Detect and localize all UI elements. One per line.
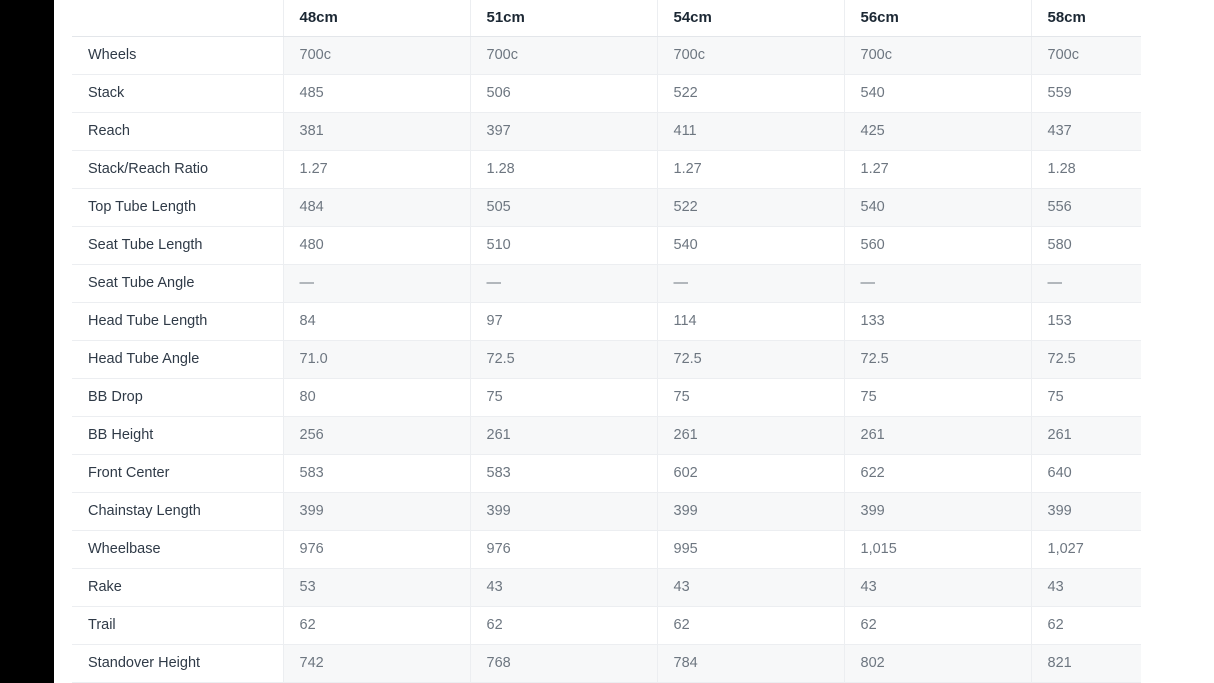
row-value-56cm: 72.5 [844,340,1031,378]
row-value-58cm: 153 [1031,302,1141,340]
row-value-58cm: 821 [1031,644,1141,682]
row-value-56cm: 261 [844,416,1031,454]
table-header-56cm: 56cm [844,0,1031,36]
row-value-56cm: 399 [844,492,1031,530]
row-value-48cm: 381 [283,112,470,150]
row-value-56cm: 75 [844,378,1031,416]
geometry-table-container [72,0,1141,683]
row-value-51cm: 62 [470,606,657,644]
row-value-51cm: — [470,264,657,302]
table-row [72,226,1141,264]
row-value-58cm: — [1031,264,1141,302]
table-row [72,340,1141,378]
row-label: Head Tube Angle [72,340,283,378]
row-label: Rake [72,568,283,606]
table-header-48cm: 48cm [283,0,470,36]
row-value-48cm: 62 [283,606,470,644]
row-value-51cm: 397 [470,112,657,150]
table-body [72,36,1141,682]
row-value-51cm: 75 [470,378,657,416]
row-value-54cm: 602 [657,454,844,492]
table-row [72,150,1141,188]
row-value-54cm: 72.5 [657,340,844,378]
table-row [72,530,1141,568]
row-value-51cm: 43 [470,568,657,606]
row-value-56cm: 43 [844,568,1031,606]
page-left-gutter [38,0,54,683]
table-header-row [72,0,1141,36]
table-row [72,36,1141,74]
row-value-58cm: 72.5 [1031,340,1141,378]
table-header-corner [72,0,283,36]
row-value-54cm: 1.27 [657,150,844,188]
row-value-51cm: 399 [470,492,657,530]
row-value-54cm: 75 [657,378,844,416]
row-value-48cm: 71.0 [283,340,470,378]
row-value-48cm: 484 [283,188,470,226]
row-value-54cm: 411 [657,112,844,150]
row-value-58cm: 640 [1031,454,1141,492]
table-head [72,0,1141,36]
row-value-58cm: 261 [1031,416,1141,454]
row-value-56cm: 700c [844,36,1031,74]
row-value-54cm: 522 [657,188,844,226]
row-value-54cm: 399 [657,492,844,530]
row-value-51cm: 97 [470,302,657,340]
row-value-51cm: 583 [470,454,657,492]
table-row [72,606,1141,644]
row-value-56cm: 802 [844,644,1031,682]
row-label: Wheels [72,36,283,74]
table-row [72,644,1141,682]
table-header-54cm: 54cm [657,0,844,36]
table-row [72,568,1141,606]
row-value-58cm: 437 [1031,112,1141,150]
row-value-48cm: 485 [283,74,470,112]
row-label: Stack/Reach Ratio [72,150,283,188]
table-row [72,188,1141,226]
row-value-48cm: 84 [283,302,470,340]
table-row [72,378,1141,416]
row-value-51cm: 510 [470,226,657,264]
row-label: Wheelbase [72,530,283,568]
row-value-51cm: 506 [470,74,657,112]
row-value-48cm: 53 [283,568,470,606]
row-value-56cm: 425 [844,112,1031,150]
row-value-54cm: 43 [657,568,844,606]
row-label: Top Tube Length [72,188,283,226]
row-value-51cm: 700c [470,36,657,74]
row-value-48cm: 1.27 [283,150,470,188]
table-header-51cm: 51cm [470,0,657,36]
row-label: Stack [72,74,283,112]
row-value-54cm: 995 [657,530,844,568]
row-value-48cm: 256 [283,416,470,454]
row-value-56cm: 540 [844,74,1031,112]
table-header-58cm: 58cm [1031,0,1141,36]
row-value-51cm: 768 [470,644,657,682]
row-label: Reach [72,112,283,150]
geometry-table [72,0,1141,683]
row-label: Head Tube Length [72,302,283,340]
row-label: Chainstay Length [72,492,283,530]
row-value-48cm: 742 [283,644,470,682]
row-value-56cm: 1,015 [844,530,1031,568]
row-value-51cm: 261 [470,416,657,454]
table-row [72,492,1141,530]
row-value-58cm: 580 [1031,226,1141,264]
row-value-48cm: 976 [283,530,470,568]
row-value-58cm: 1.28 [1031,150,1141,188]
row-label: Trail [72,606,283,644]
row-value-58cm: 399 [1031,492,1141,530]
row-value-58cm: 43 [1031,568,1141,606]
row-label: Seat Tube Length [72,226,283,264]
row-value-58cm: 62 [1031,606,1141,644]
table-row [72,416,1141,454]
row-label: Seat Tube Angle [72,264,283,302]
table-row [72,74,1141,112]
row-value-54cm: 700c [657,36,844,74]
table-row [72,112,1141,150]
row-value-58cm: 700c [1031,36,1141,74]
row-value-58cm: 559 [1031,74,1141,112]
row-value-51cm: 1.28 [470,150,657,188]
row-value-48cm: 700c [283,36,470,74]
row-value-56cm: — [844,264,1031,302]
row-value-54cm: 114 [657,302,844,340]
row-value-54cm: 540 [657,226,844,264]
row-value-48cm: 399 [283,492,470,530]
table-row [72,454,1141,492]
row-value-51cm: 505 [470,188,657,226]
row-value-48cm: 480 [283,226,470,264]
row-value-58cm: 75 [1031,378,1141,416]
row-value-56cm: 133 [844,302,1031,340]
row-value-54cm: — [657,264,844,302]
row-value-54cm: 62 [657,606,844,644]
row-value-58cm: 556 [1031,188,1141,226]
row-value-54cm: 261 [657,416,844,454]
row-value-54cm: 784 [657,644,844,682]
row-value-48cm: 80 [283,378,470,416]
row-label: Front Center [72,454,283,492]
row-value-56cm: 540 [844,188,1031,226]
row-label: BB Height [72,416,283,454]
row-value-56cm: 1.27 [844,150,1031,188]
row-value-56cm: 560 [844,226,1031,264]
row-label: Standover Height [72,644,283,682]
row-label: BB Drop [72,378,283,416]
row-value-58cm: 1,027 [1031,530,1141,568]
row-value-51cm: 72.5 [470,340,657,378]
row-value-54cm: 522 [657,74,844,112]
row-value-56cm: 622 [844,454,1031,492]
row-value-48cm: — [283,264,470,302]
table-row [72,302,1141,340]
table-row [72,264,1141,302]
row-value-56cm: 62 [844,606,1031,644]
row-value-48cm: 583 [283,454,470,492]
row-value-51cm: 976 [470,530,657,568]
